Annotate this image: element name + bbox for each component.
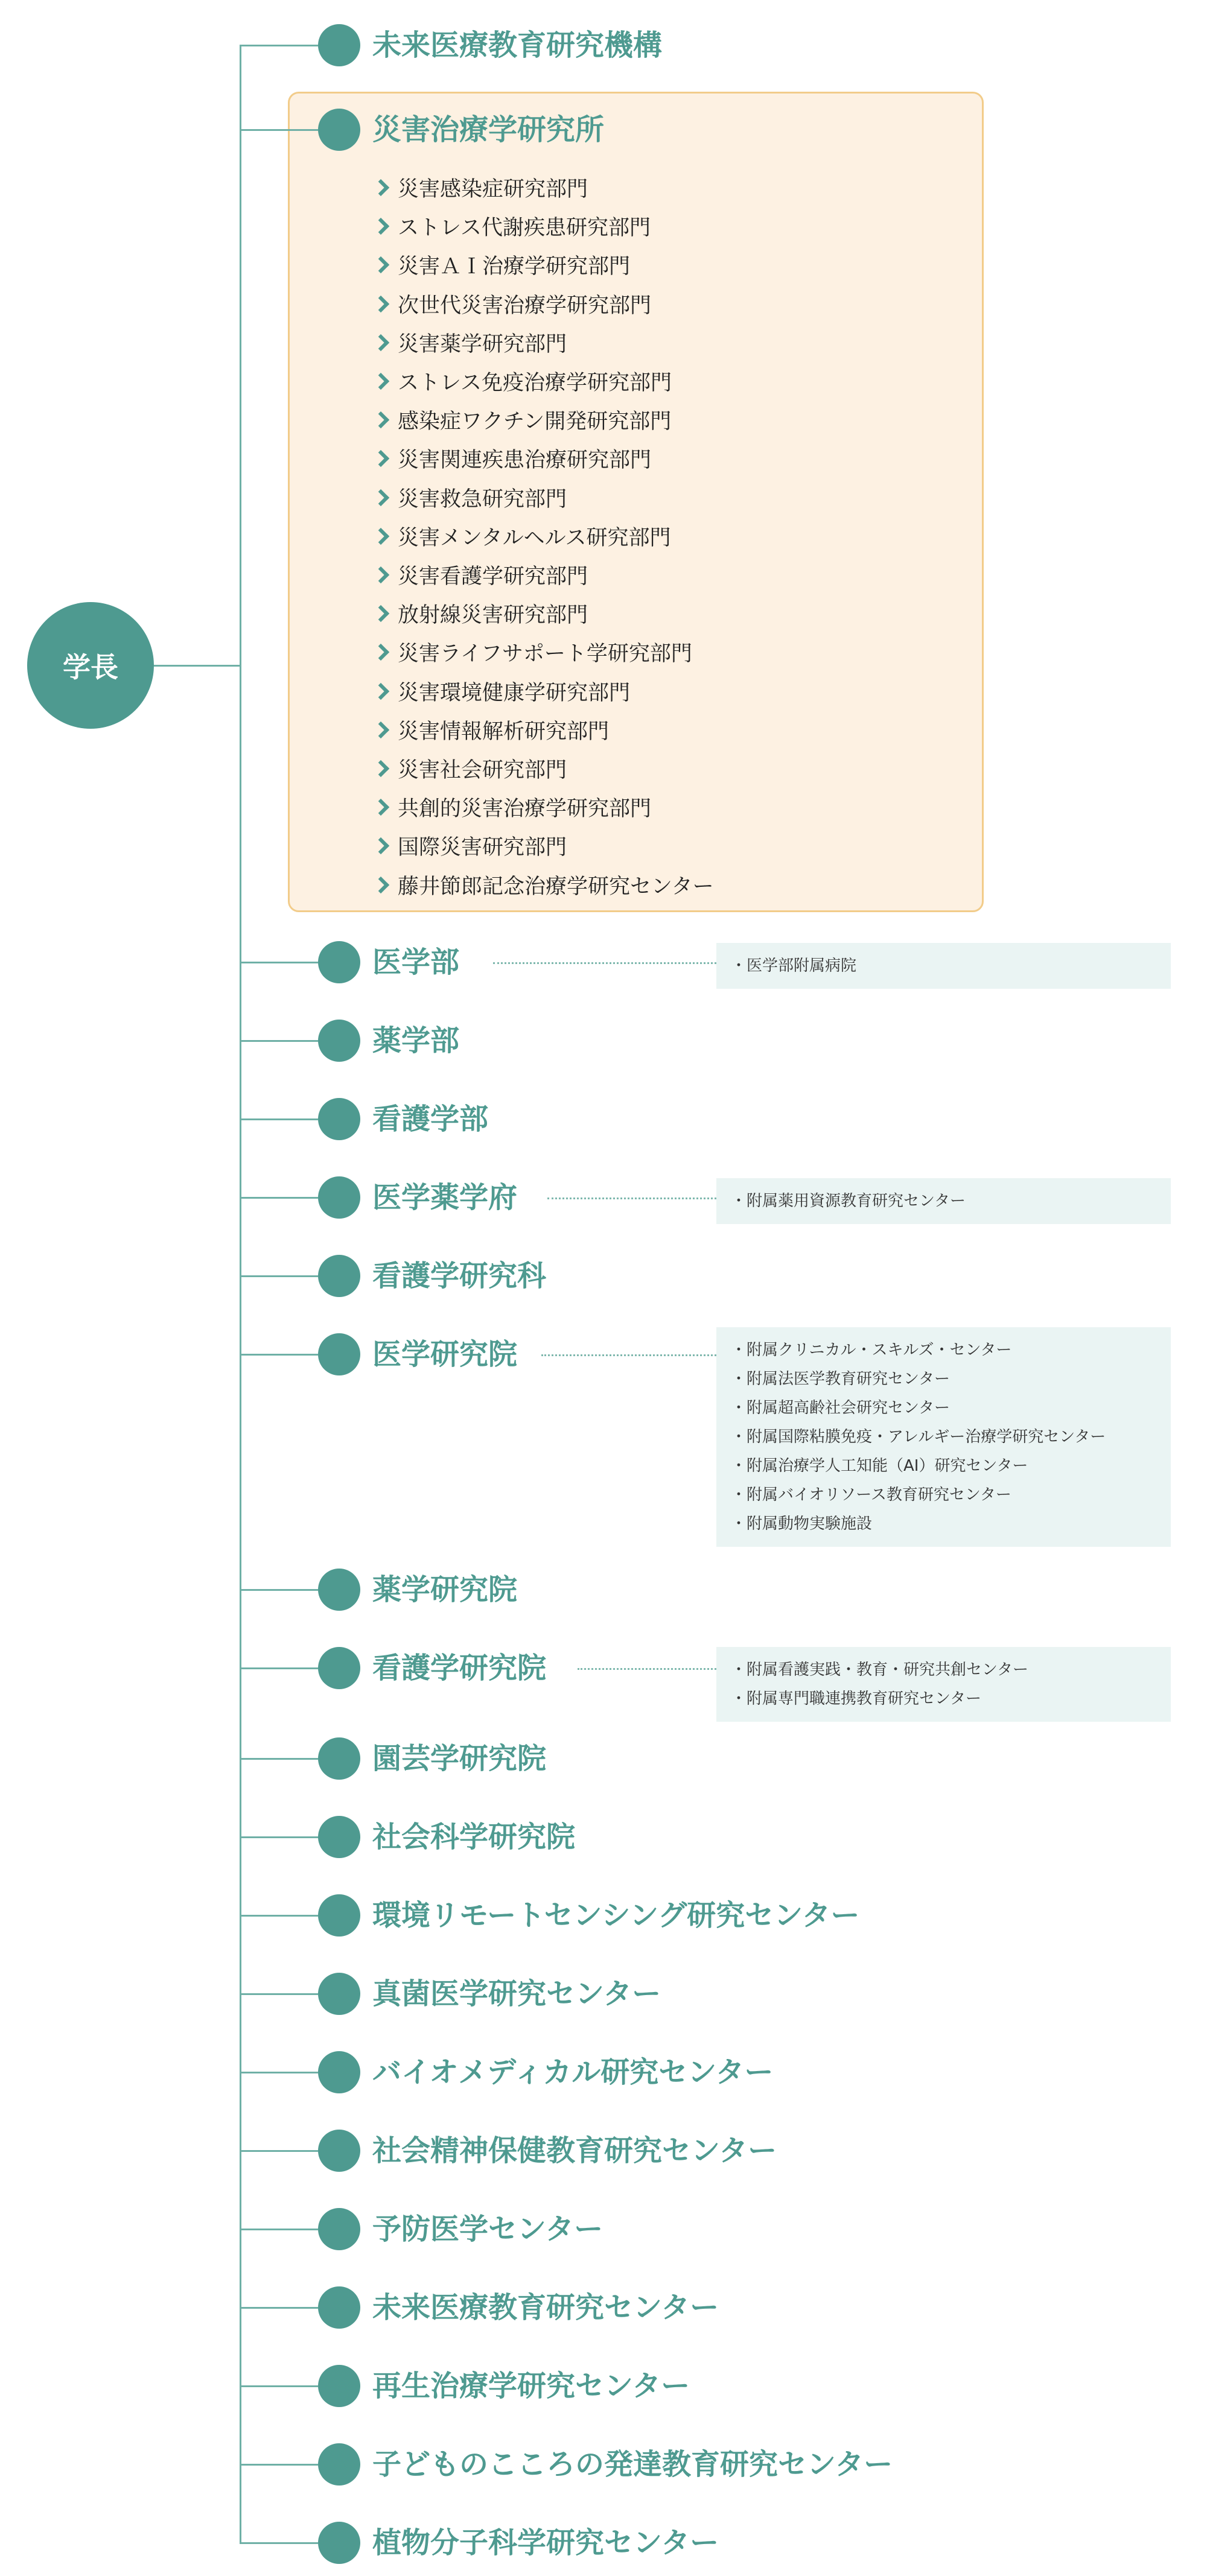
chevron-right-icon bbox=[372, 644, 389, 661]
branch-connector bbox=[240, 2150, 318, 2152]
node-label[interactable]: 医学薬学府 bbox=[372, 1181, 518, 1214]
branch-connector bbox=[240, 1354, 318, 1356]
dotted-connector bbox=[578, 1668, 716, 1670]
branch-connector bbox=[240, 1040, 318, 1042]
node-label[interactable]: 再生治療学研究センター bbox=[372, 2369, 690, 2403]
department-item[interactable] bbox=[372, 633, 692, 671]
node-label[interactable]: 未来医療教育研究機構 bbox=[372, 28, 663, 62]
sub-facility-item[interactable]: ・附属国際粘膜免疫・アレルギー治療学研究センター bbox=[731, 1428, 1106, 1446]
branch-connector bbox=[240, 2464, 318, 2466]
department-item[interactable] bbox=[372, 323, 567, 362]
node-circle bbox=[318, 1176, 360, 1219]
branch-connector bbox=[240, 1667, 318, 1669]
dotted-connector bbox=[541, 1354, 716, 1356]
chevron-right-icon bbox=[372, 411, 389, 428]
node-circle bbox=[318, 1894, 360, 1937]
node-circle bbox=[318, 2051, 360, 2093]
branch-connector bbox=[240, 2542, 318, 2544]
node-label[interactable]: 看護学部 bbox=[372, 1102, 489, 1136]
node-circle bbox=[318, 2443, 360, 2486]
sub-facility-item[interactable]: ・附属動物実験施設 bbox=[731, 1515, 873, 1533]
department-label: 災害薬学研究部門 bbox=[398, 332, 567, 357]
branch-connector bbox=[240, 1275, 318, 1277]
department-label: 災害関連疾患治療研究部門 bbox=[398, 448, 652, 473]
node-label[interactable]: 看護学研究科 bbox=[372, 1259, 547, 1293]
branch-connector bbox=[240, 962, 318, 963]
chevron-right-icon bbox=[372, 566, 389, 583]
department-label: 災害ＡＩ治療学研究部門 bbox=[398, 255, 631, 279]
department-item[interactable] bbox=[372, 478, 567, 517]
sub-facility-item[interactable]: ・附属バイオリソース教育研究センター bbox=[731, 1486, 1011, 1504]
department-label: 藤井節郎記念治療学研究センター bbox=[398, 874, 714, 899]
chevron-right-icon bbox=[372, 722, 389, 738]
node-circle bbox=[318, 1973, 360, 2015]
branch-connector bbox=[240, 45, 318, 46]
chevron-right-icon bbox=[372, 450, 389, 467]
node-label[interactable]: 薬学研究院 bbox=[372, 1573, 518, 1607]
node-circle bbox=[318, 1647, 360, 1689]
branch-connector bbox=[240, 1758, 318, 1760]
branch-connector bbox=[240, 1993, 318, 1995]
department-item[interactable] bbox=[372, 556, 588, 594]
sub-facility-box bbox=[716, 1178, 1171, 1224]
sub-facility-item[interactable]: ・附属専門職連携教育研究センター bbox=[731, 1690, 981, 1708]
node-circle bbox=[318, 2286, 360, 2329]
department-item[interactable] bbox=[372, 826, 567, 865]
node-label[interactable]: 薬学部 bbox=[372, 1024, 460, 1058]
department-item[interactable] bbox=[372, 207, 651, 246]
node-label[interactable]: 社会科学研究院 bbox=[372, 1820, 576, 1854]
chevron-right-icon bbox=[372, 295, 389, 312]
node-circle bbox=[318, 1333, 360, 1375]
department-item[interactable] bbox=[372, 788, 651, 826]
node-label[interactable]: 災害治療学研究所 bbox=[372, 113, 605, 147]
department-item[interactable] bbox=[372, 711, 609, 749]
node-circle bbox=[318, 2208, 360, 2250]
department-label: 災害ライフサポート学研究部門 bbox=[398, 642, 692, 667]
dotted-connector bbox=[547, 1198, 716, 1199]
department-item[interactable] bbox=[372, 866, 714, 904]
node-label[interactable]: 社会精神保健教育研究センター bbox=[372, 2134, 777, 2168]
node-label[interactable]: 真菌医学研究センター bbox=[372, 1977, 661, 2011]
node-label[interactable]: 看護学研究院 bbox=[372, 1651, 547, 1685]
department-item[interactable] bbox=[372, 594, 588, 633]
node-label[interactable]: 予防医学センター bbox=[372, 2212, 604, 2246]
chevron-right-icon bbox=[372, 373, 389, 390]
node-label[interactable]: 環境リモートセンシング研究センター bbox=[372, 1899, 860, 1932]
department-item[interactable] bbox=[372, 362, 672, 401]
sub-facility-item[interactable]: ・附属超高齢社会研究センター bbox=[731, 1399, 950, 1417]
branch-connector bbox=[240, 2385, 318, 2387]
chevron-right-icon bbox=[372, 334, 389, 351]
chevron-right-icon bbox=[372, 528, 389, 545]
sub-facility-box bbox=[716, 943, 1171, 989]
chevron-right-icon bbox=[372, 799, 389, 816]
department-item[interactable] bbox=[372, 246, 630, 284]
chevron-right-icon bbox=[372, 489, 389, 506]
department-item[interactable] bbox=[372, 517, 671, 556]
department-label: 災害メンタルヘルス研究部門 bbox=[398, 525, 671, 550]
department-item[interactable] bbox=[372, 439, 651, 478]
department-label: 放射線災害研究部門 bbox=[398, 603, 588, 628]
node-circle bbox=[318, 1816, 360, 1858]
chevron-right-icon bbox=[372, 760, 389, 777]
sub-facility-item[interactable]: ・附属クリニカル・スキルズ・センター bbox=[731, 1341, 1012, 1359]
node-label[interactable]: 医学部 bbox=[372, 945, 460, 979]
node-circle bbox=[318, 24, 360, 66]
chevron-right-icon bbox=[372, 218, 389, 235]
node-circle bbox=[318, 1569, 360, 1611]
sub-facility-box bbox=[716, 1327, 1171, 1547]
node-label[interactable]: 子どものこころの発達教育研究センター bbox=[372, 2448, 893, 2481]
sub-facility-item[interactable]: ・附属看護実践・教育・研究共創センター bbox=[731, 1661, 1028, 1679]
branch-connector bbox=[240, 1118, 318, 1120]
node-circle bbox=[318, 109, 360, 151]
branch-connector bbox=[240, 2229, 318, 2230]
branch-connector bbox=[240, 129, 318, 131]
department-label: 災害看護学研究部門 bbox=[398, 565, 588, 589]
branch-connector bbox=[240, 1836, 318, 1838]
department-label: 感染症ワクチン開発研究部門 bbox=[398, 410, 672, 434]
node-label[interactable]: 園芸学研究院 bbox=[372, 1742, 547, 1775]
president-node bbox=[27, 602, 154, 729]
department-item[interactable] bbox=[372, 672, 630, 711]
dotted-connector bbox=[493, 962, 716, 964]
sub-facility-item[interactable]: ・医学部附属病院 bbox=[731, 957, 857, 975]
node-circle bbox=[318, 1098, 360, 1140]
department-label: 災害救急研究部門 bbox=[398, 487, 567, 512]
president-connector bbox=[154, 665, 240, 667]
chevron-right-icon bbox=[372, 256, 389, 273]
branch-connector bbox=[240, 1197, 318, 1199]
department-label: 災害社会研究部門 bbox=[398, 758, 567, 782]
node-label[interactable]: バイオメディカル研究センター bbox=[372, 2055, 774, 2089]
node-circle bbox=[318, 2365, 360, 2407]
node-circle bbox=[318, 941, 360, 983]
node-label[interactable]: 医学研究院 bbox=[372, 1337, 518, 1371]
branch-connector bbox=[240, 2307, 318, 2309]
chevron-right-icon bbox=[372, 682, 389, 699]
node-circle bbox=[318, 1020, 360, 1062]
chevron-right-icon bbox=[372, 179, 389, 196]
department-label: 災害感染症研究部門 bbox=[398, 177, 588, 201]
department-label: 共創的災害治療学研究部門 bbox=[398, 797, 652, 822]
chevron-right-icon bbox=[372, 605, 389, 622]
node-circle bbox=[318, 2522, 360, 2564]
sub-facility-item[interactable]: ・附属法医学教育研究センター bbox=[731, 1370, 950, 1388]
branch-connector bbox=[240, 1915, 318, 1917]
node-circle bbox=[318, 2130, 360, 2172]
department-label: 災害環境健康学研究部門 bbox=[398, 680, 631, 705]
branch-connector bbox=[240, 2072, 318, 2073]
department-item[interactable] bbox=[372, 168, 588, 207]
chevron-right-icon bbox=[372, 837, 389, 854]
node-circle bbox=[318, 1737, 360, 1780]
node-label[interactable]: 植物分子科学研究センター bbox=[372, 2526, 719, 2560]
node-label[interactable]: 未来医療教育研究センター bbox=[372, 2291, 719, 2324]
department-item[interactable] bbox=[372, 285, 651, 323]
department-label: ストレス免疫治療学研究部門 bbox=[398, 371, 672, 395]
branch-connector bbox=[240, 1589, 318, 1591]
department-item[interactable] bbox=[372, 749, 567, 788]
president-label: 学長 bbox=[63, 651, 118, 684]
trunk-line bbox=[240, 45, 241, 2542]
sub-facility-item[interactable]: ・附属治療学人工知能（AI）研究センター bbox=[731, 1457, 1028, 1475]
department-label: 次世代災害治療学研究部門 bbox=[398, 293, 652, 318]
sub-facility-item[interactable]: ・附属薬用資源教育研究センター bbox=[731, 1192, 966, 1210]
department-label: 国際災害研究部門 bbox=[398, 836, 567, 860]
chevron-right-icon bbox=[372, 876, 389, 893]
department-item[interactable] bbox=[372, 401, 671, 439]
department-label: 災害情報解析研究部門 bbox=[398, 719, 610, 744]
department-label: ストレス代謝疾患研究部門 bbox=[398, 216, 651, 241]
sub-facility-box bbox=[716, 1647, 1171, 1722]
node-circle bbox=[318, 1255, 360, 1297]
